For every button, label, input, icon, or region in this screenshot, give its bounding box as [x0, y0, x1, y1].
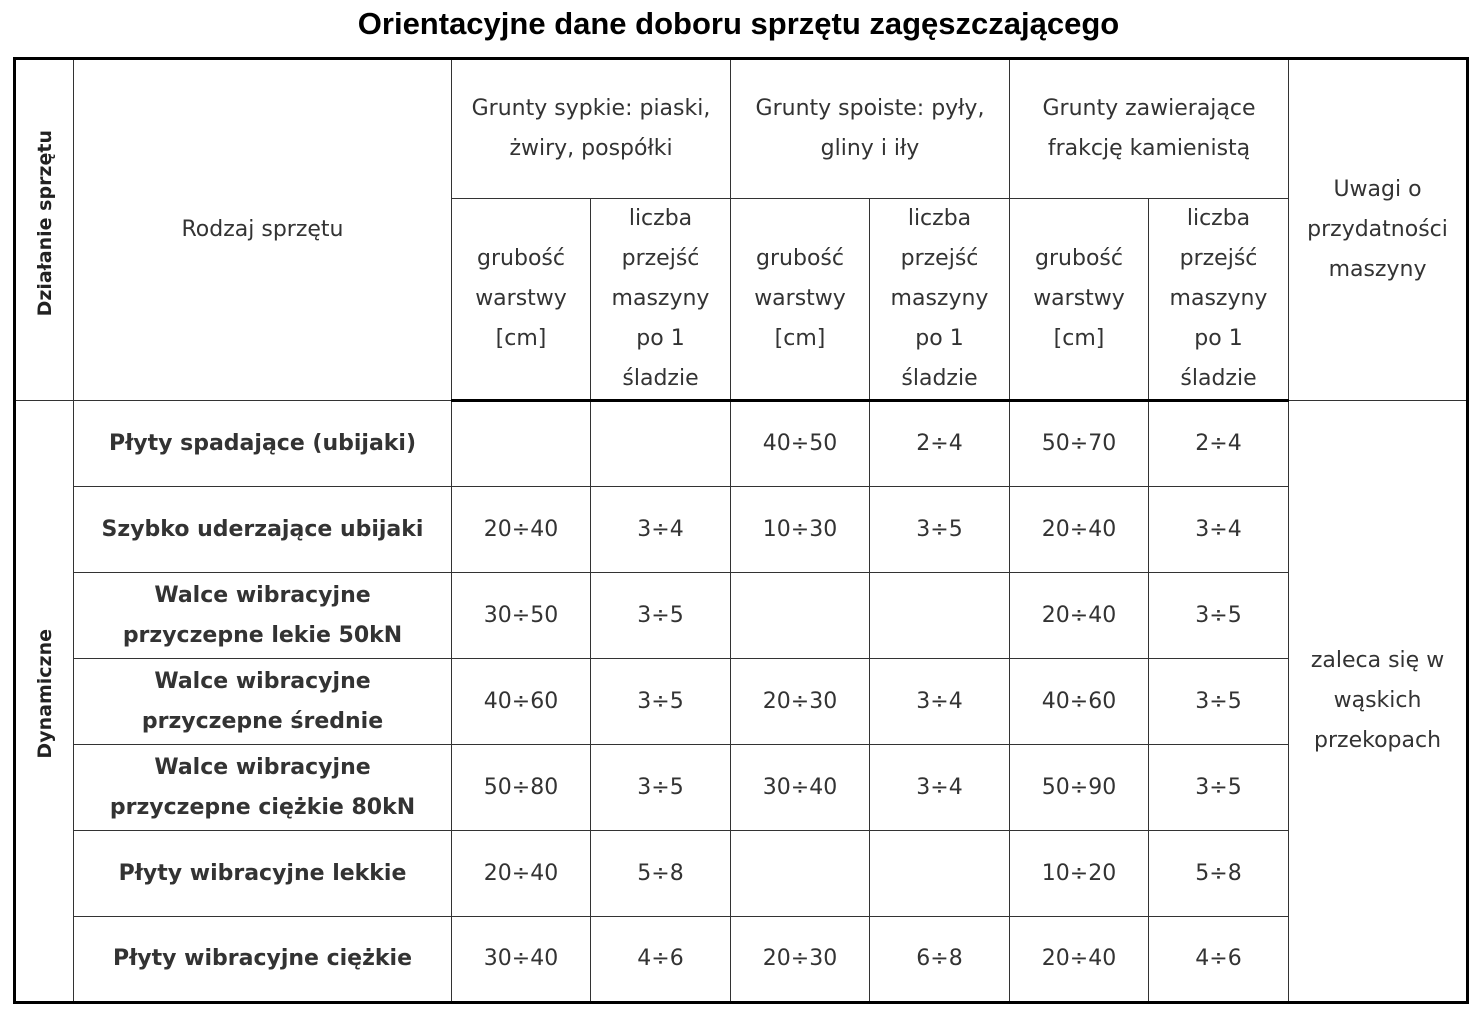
- subheader-thickness: grubość warstwy [cm]: [452, 199, 591, 401]
- table-cell: [731, 831, 870, 917]
- equipment-name: Płyty spadające (ubijaki): [74, 401, 452, 487]
- action-column-header: [15, 59, 74, 401]
- table-cell: 20÷30: [731, 659, 870, 745]
- table-cell: 4÷6: [1149, 917, 1289, 1003]
- table-cell: 50÷70: [1010, 401, 1149, 487]
- table-cell: 3÷5: [591, 745, 731, 831]
- action-label: Dynamiczne: [33, 629, 56, 759]
- table-row: [15, 745, 1468, 831]
- table-cell: 6÷8: [870, 917, 1010, 1003]
- table-cell: 3÷5: [1149, 745, 1289, 831]
- table-cell: [452, 401, 591, 487]
- table-cell: 10÷30: [731, 487, 870, 573]
- table-cell: 30÷40: [731, 745, 870, 831]
- equipment-column-header: Rodzaj sprzętu: [74, 59, 452, 401]
- equipment-name: Walce wibracyjne przyczepne lekie 50kN: [74, 573, 452, 659]
- table-cell: 40÷50: [731, 401, 870, 487]
- table-cell: 50÷90: [1010, 745, 1149, 831]
- group-header-loose-soils: Grunty sypkie: piaski, żwiry, pospółki: [452, 59, 731, 199]
- table-cell: 20÷40: [452, 487, 591, 573]
- table-cell: 40÷60: [452, 659, 591, 745]
- equipment-name: Walce wibracyjne przyczepne średnie: [74, 659, 452, 745]
- table-cell: 3÷4: [591, 487, 731, 573]
- table-cell: [870, 831, 1010, 917]
- table-row: [15, 573, 1468, 659]
- table-cell: 3÷5: [591, 573, 731, 659]
- equipment-name: Płyty wibracyjne lekkie: [74, 831, 452, 917]
- group-header-stony-soils: Grunty zawierające frakcję kamienistą: [1010, 59, 1289, 199]
- table-cell: 40÷60: [1010, 659, 1149, 745]
- subheader-thickness: grubość warstwy [cm]: [1010, 199, 1149, 401]
- subheader-passes: liczba przejść maszyny po 1 śladzie: [591, 199, 731, 401]
- table-row: [15, 831, 1468, 917]
- table-cell: 2÷4: [1149, 401, 1289, 487]
- page-title: Orientacyjne dane doboru sprzętu zagęszczającego: [357, 6, 1120, 41]
- table-cell: [870, 573, 1010, 659]
- table-row: [15, 487, 1468, 573]
- table-cell: 3÷4: [870, 659, 1010, 745]
- table-cell: 10÷20: [1010, 831, 1149, 917]
- subheader-passes: liczba przejść maszyny po 1 śladzie: [1149, 199, 1289, 401]
- table-cell: 3÷4: [1149, 487, 1289, 573]
- table-row: [15, 401, 1468, 487]
- group-header-cohesive-soils: Grunty spoiste: pyły, gliny i iły: [731, 59, 1010, 199]
- subheader-thickness: grubość warstwy [cm]: [731, 199, 870, 401]
- table-cell: 20÷40: [1010, 573, 1149, 659]
- table-cell: 3÷5: [1149, 659, 1289, 745]
- table-cell: 5÷8: [1149, 831, 1289, 917]
- table-cell: 50÷80: [452, 745, 591, 831]
- equipment-name: Szybko uderzające ubijaki: [74, 487, 452, 573]
- remarks-column-header: Uwagi o przydatności maszyny: [1289, 59, 1468, 401]
- header-row-1: [15, 59, 1468, 199]
- table-cell: 4÷6: [591, 917, 731, 1003]
- equipment-name: Płyty wibracyjne ciężkie: [74, 917, 452, 1003]
- table-cell: 30÷40: [452, 917, 591, 1003]
- table-cell: 2÷4: [870, 401, 1010, 487]
- table-cell: 20÷40: [452, 831, 591, 917]
- action-cell-dynamic: [15, 401, 74, 1003]
- table-cell: 5÷8: [591, 831, 731, 917]
- equipment-name: Walce wibracyjne przyczepne ciężkie 80kN: [74, 745, 452, 831]
- table-cell: 3÷4: [870, 745, 1010, 831]
- table-cell: 3÷5: [1149, 573, 1289, 659]
- table-cell: [591, 401, 731, 487]
- table-row: [15, 659, 1468, 745]
- remark-cell: zaleca się w wąskich przekopach: [1289, 401, 1468, 1003]
- table-cell: 30÷50: [452, 573, 591, 659]
- action-column-label: Działanie sprzętu: [33, 129, 56, 317]
- table-cell: 20÷40: [1010, 487, 1149, 573]
- subheader-passes: liczba przejść maszyny po 1 śladzie: [870, 199, 1010, 401]
- table-cell: 3÷5: [870, 487, 1010, 573]
- table-cell: 3÷5: [591, 659, 731, 745]
- table-cell: 20÷30: [731, 917, 870, 1003]
- table-cell: 20÷40: [1010, 917, 1149, 1003]
- table-row: [15, 917, 1468, 1003]
- equipment-table: [13, 57, 1469, 1004]
- table-cell: [731, 573, 870, 659]
